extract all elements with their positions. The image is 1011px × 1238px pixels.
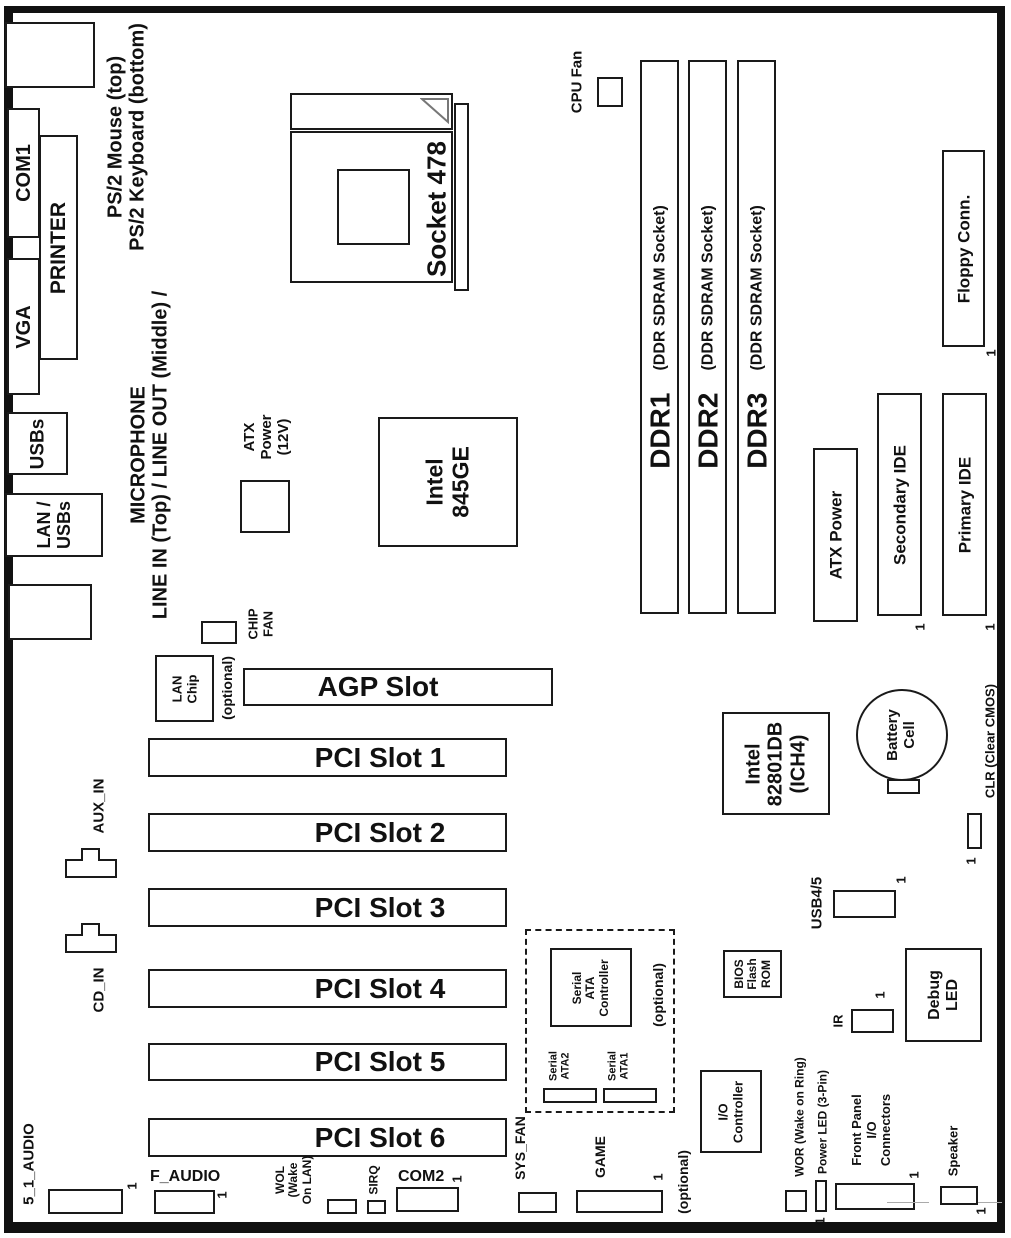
- cpu-socket-side-bar: [454, 103, 469, 291]
- printer-port: [39, 135, 78, 360]
- northbridge-label: Intel 845GE: [421, 446, 473, 518]
- atx-power-label: ATX Power: [825, 490, 845, 580]
- ir-header: [851, 1009, 894, 1033]
- pin1-usb45: 1: [893, 876, 909, 884]
- chip-fan-header: [201, 621, 237, 644]
- front-panel-label: Front Panel I/O Connectors: [849, 1093, 894, 1167]
- lan-usb-port: [5, 493, 103, 557]
- primary-ide-label: Primary IDE: [954, 456, 974, 553]
- pin1-secondary-ide: 1: [912, 623, 928, 631]
- bios-flash-rom-label: BIOS Flash ROM: [731, 958, 773, 990]
- com2-header: [396, 1187, 459, 1212]
- floppy-connector: [942, 150, 985, 347]
- f-audio-label: F_AUDIO: [150, 1168, 221, 1185]
- cpu-socket-inner: [337, 169, 410, 245]
- secondary-ide-label: Secondary IDE: [889, 444, 909, 565]
- cpu-fan-header: [597, 77, 623, 107]
- ddr2-label: DDR2 (DDR SDRAM Socket): [691, 205, 723, 469]
- clr-cmos-jumper: [967, 813, 982, 849]
- io-controller-chip: [700, 1070, 762, 1153]
- usb-port-label: USBs: [26, 418, 48, 469]
- cpu-socket: [290, 131, 453, 283]
- com2-label: COM2: [398, 1168, 445, 1185]
- pci-slot-5: [148, 1043, 507, 1081]
- sata2-label: Serial ATA2: [547, 1051, 572, 1081]
- debug-led: [905, 948, 982, 1042]
- pci-slot-6: [148, 1118, 507, 1157]
- cpu-socket-label: Socket 478: [421, 141, 452, 277]
- sirq-header: [367, 1200, 386, 1214]
- vga-label: VGA: [12, 304, 35, 349]
- pin1-front-panel: 1: [906, 1171, 922, 1179]
- ddr3-label: DDR3 (DDR SDRAM Socket): [740, 205, 772, 469]
- pci-slot-3-label: PCI Slot 3: [314, 891, 446, 923]
- sata1-label: Serial ATA1: [606, 1051, 631, 1081]
- speaker-header: [940, 1186, 978, 1205]
- pci-slot-1: [148, 738, 507, 777]
- sys-fan-label: SYS_FAN: [512, 1116, 529, 1180]
- pci-slot-6-label: PCI Slot 6: [314, 1121, 446, 1153]
- lan-chip-optional-label: (optional): [219, 656, 236, 720]
- northbridge-chip: [378, 417, 518, 547]
- audio51-label: 5_1_AUDIO: [20, 1123, 38, 1205]
- power-led-label: Power LED (3-Pin): [815, 1069, 830, 1175]
- aux-in-label: AUX_IN: [90, 778, 108, 834]
- cd-in-connector-body: [65, 934, 117, 953]
- ddr2-socket: [688, 60, 727, 614]
- usb-port: [7, 412, 68, 475]
- io-controller-label: I/O Controller: [715, 1080, 745, 1143]
- pci-slot-2: [148, 813, 507, 852]
- sirq-label: SIRQ: [366, 1165, 381, 1195]
- southbridge-label: Intel 82801DB (ICH4): [742, 721, 810, 806]
- usb45-label: USB4/5: [808, 876, 826, 930]
- wor-label: WOR (Wake on Ring): [792, 1057, 807, 1177]
- sata-optional-label: (optional): [650, 963, 667, 1027]
- chip-fan-label: CHIP FAN: [245, 608, 275, 640]
- ddr1-label: DDR1 (DDR SDRAM Socket): [643, 205, 675, 469]
- front-panel-header: [835, 1183, 915, 1210]
- pci-slot-3: [148, 888, 507, 927]
- battery-cell: [856, 689, 948, 781]
- sata1-connector: [603, 1088, 657, 1103]
- ddr1-socket: [640, 60, 679, 614]
- cd-in-connector-key: [81, 923, 100, 936]
- cd-in-connector: [65, 923, 117, 953]
- game-header: [576, 1190, 663, 1213]
- usb45-header: [833, 890, 896, 918]
- sata2-connector: [543, 1088, 597, 1103]
- lan-usb-label: LAN / USBs: [33, 500, 74, 550]
- pin1-floppy: 1: [983, 349, 999, 357]
- aux-in-connector-key: [81, 848, 100, 861]
- wol-header: [327, 1199, 357, 1214]
- battery-clip: [887, 779, 920, 794]
- southbridge-chip: [722, 712, 830, 815]
- agp-slot-label: AGP Slot: [317, 671, 439, 702]
- primary-ide-connector: [942, 393, 987, 616]
- ps2-label: PS/2 Mouse (top) PS/2 Keyboard (bottom): [104, 23, 149, 251]
- audio-jack-block: [8, 584, 92, 640]
- wol-label: WOL (Wake On LAN): [272, 1155, 314, 1205]
- pin1-com2: 1: [449, 1175, 465, 1183]
- pin1-f-audio: 1: [214, 1191, 230, 1199]
- socket-corner-triangle-icon: [420, 97, 450, 124]
- printer-label: PRINTER: [46, 201, 70, 294]
- game-label: GAME: [592, 1136, 609, 1178]
- pin1-power-led: 1: [812, 1217, 828, 1225]
- lan-chip: [155, 655, 214, 722]
- pin1-game: 1: [650, 1173, 666, 1181]
- debug-led-label: Debug LED: [925, 970, 961, 1020]
- speaker-leader-line: [978, 1202, 1002, 1203]
- pin1-audio51: 1: [124, 1182, 140, 1190]
- pin1-ir: 1: [872, 991, 888, 999]
- cd-in-label: CD_IN: [90, 967, 108, 1013]
- f-audio-header: [154, 1190, 215, 1214]
- audio-jacks-label: LINE IN (Top) / LINE OUT (Middle) / MICROPHONE: [127, 290, 172, 620]
- agp-slot: [243, 668, 553, 706]
- aux-in-connector: [65, 848, 117, 878]
- com1-port: [7, 108, 40, 238]
- speaker-label: Speaker: [945, 1125, 961, 1177]
- lan-chip-label: LAN Chip: [168, 674, 199, 703]
- pci-slot-1-label: PCI Slot 1: [314, 741, 446, 773]
- cpu-fan-label: CPU Fan: [568, 50, 586, 114]
- bios-flash-rom-chip: [723, 950, 782, 998]
- game-optional-label: (optional): [675, 1150, 692, 1214]
- sata-controller-chip: [550, 948, 632, 1027]
- front-panel-leader-line: [887, 1202, 929, 1203]
- sys-fan-header: [518, 1192, 557, 1213]
- ir-label: IR: [830, 1014, 846, 1028]
- atx-12v-connector: [240, 480, 290, 533]
- atx-12v-label: ATX Power (12V): [240, 414, 292, 460]
- battery-label: Battery Cell: [884, 709, 918, 761]
- atx-power-connector: [813, 448, 858, 622]
- secondary-ide-connector: [877, 393, 922, 616]
- com1-label: COM1: [12, 144, 35, 202]
- pci-slot-2-label: PCI Slot 2: [314, 816, 446, 848]
- pci-slot-5-label: PCI Slot 5: [314, 1046, 446, 1077]
- wor-header: [785, 1190, 807, 1212]
- ps2-port: [5, 22, 95, 88]
- audio51-header: [48, 1189, 123, 1214]
- pci-slot-4: [148, 969, 507, 1008]
- power-led-header: [815, 1180, 827, 1212]
- pin1-speaker: 1: [973, 1207, 989, 1215]
- pci-slot-4-label: PCI Slot 4: [314, 972, 446, 1004]
- floppy-label: Floppy Conn.: [953, 194, 973, 303]
- pin1-clr-cmos: 1: [963, 857, 979, 865]
- vga-port: [7, 258, 40, 395]
- clr-cmos-label: CLR (Clear CMOS): [982, 683, 998, 799]
- aux-in-connector-body: [65, 859, 117, 878]
- pin1-primary-ide: 1: [982, 623, 998, 631]
- ddr3-socket: [737, 60, 776, 614]
- sata-controller-label: Serial ATA Controller: [569, 958, 611, 1017]
